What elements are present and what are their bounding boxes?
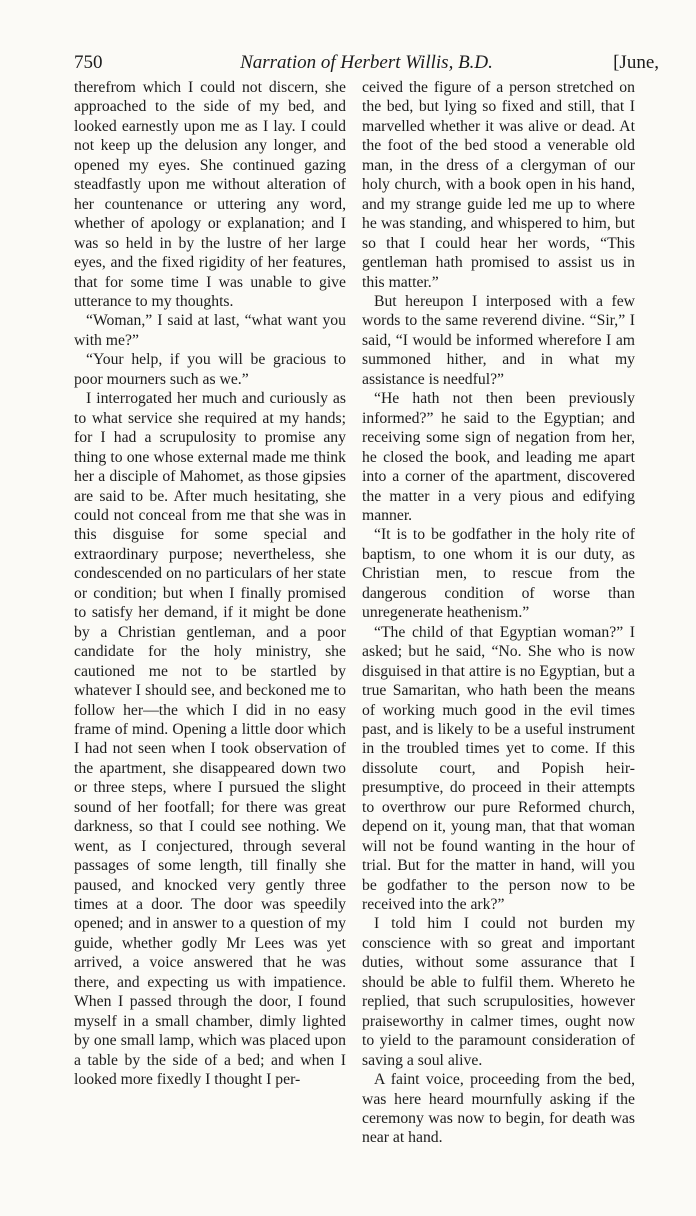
paragraph: A faint voice, proceeding from the bed, was here heard mournfully asking if the ceremony was now to begin, for death was near at hand. [362,1071,635,1147]
paragraph: “Your help, if you will be gracious to poor mourners such as we.” [74,351,346,388]
right-column [362,78,635,1148]
paragraph: “Woman,” I said at last, “what want you with me?” [74,312,346,349]
paragraph: therefrom which I could not discern, she approached to the side of my bed, and looked earnestly upon me as I lay. I could not keep up the delusion any longer, and opened my eyes. She continued gazing steadfastly upon me without alteration of her countenance or uttering any word, whether of apology or explanation; and I was so held in by the lustre of her large eyes, and the fixed rigidity of her features, that for some time I was unable to give utterance to my thoughts. [74,79,346,310]
paragraph: “He hath not then been previously informed?” he said to the Egyptian; and receiving some sign of negation from her, he closed the book, and leading me apart into a corner of the apartment, discovered the matter in a very pious and edifying manner. [362,390,635,524]
running-header [74,50,659,76]
paragraph: I interrogated her much and curiously as to what service she required at my hands; for I had a scrupulosity to promise any thing to one whose external made me think her a disciple of Mahomet, as those gipsies are said to be. After much hesitating, she could not conceal from me that she was in this disguise for some special and extraordinary purpose; nevertheless, she condescended on no particulars of her state or condition; but when I finally promised to satisfy her demand, if it might be done by a Christian gentleman, and a poor candidate for the holy ministry, she cautioned me not to be startled by whatever I should see, and beckoned me to follow her—the which I did in no easy frame of mind. Opening a little door which I had not seen when I took observation of the apartment, she disappeared down two or three steps, where I pursued the slight sound of her footfall; for there was great darkness, so that I could see nothing. We went, as I conjectured, through several passages of some length, till finally she paused, and knocked very gently three times at a door. The door was speedily opened; and in answer to a question of my guide, whether godly Mr Lees was yet arrived, a voice answered that he was there, and expecting us with impatience. When I passed through the door, I found myself in a small chamber, dimly lighted by one small lamp, which was placed upon a table by the side of a bed; and when I looked more fixedly I thought I per- [74,390,346,1089]
running-title: Narration of Herbert Willis, B.D. [240,52,493,73]
paragraph: “The child of that Egyptian woman?” I asked; but he said, “No. She who is now disguised in that attire is no Egyptian, but a true Samaritan, who hath been the means of working much good in the evil times past, and is likely to be a useful instrument in the troubled times yet to come. If this dissolute court, and Popish heir-presumptive, do proceed in their attempts to overthrow our pure Reformed church, depend on it, young man, that that woman will not be found wanting in the hour of trial. But for the matter in hand, will you be godfather to the person now to be received into the ark?” [362,623,635,914]
page-number: 750 [74,52,103,73]
paragraph: “It is to be godfather in the holy rite of baptism, to one whom it is our duty, as Christian men, to rescue from the dangerous condition of worse than unregenerate heathenism.” [362,526,635,622]
paragraph: But hereupon I interposed with a few words to the same reverend divine. “Sir,” I said, “I would be informed wherefore I am summoned hither, and in what my assistance is needful?” [362,292,635,388]
left-column [74,78,346,1090]
paragraph: I told him I could not burden my conscience with so great and important duties, without some assurance that I should be able to fulfil them. Whereto he replied, that such scrupulosities, however praiseworthy in calmer times, ought now to yield to the paramount consideration of saving a soul alive. [362,915,635,1069]
running-month: [June, [613,52,659,73]
paragraph: ceived the figure of a person stretched on the bed, but lying so fixed and still, that I marvelled whether it was alive or dead. At the foot of the bed stood a venerable old man, in the dress of a clergyman of our holy church, with a book open in his hand, and my strange guide led me up to where he was standing, and whispered to him, but so that I could hear her words, “This gentleman hath promised to assist us in this matter.” [362,79,635,291]
